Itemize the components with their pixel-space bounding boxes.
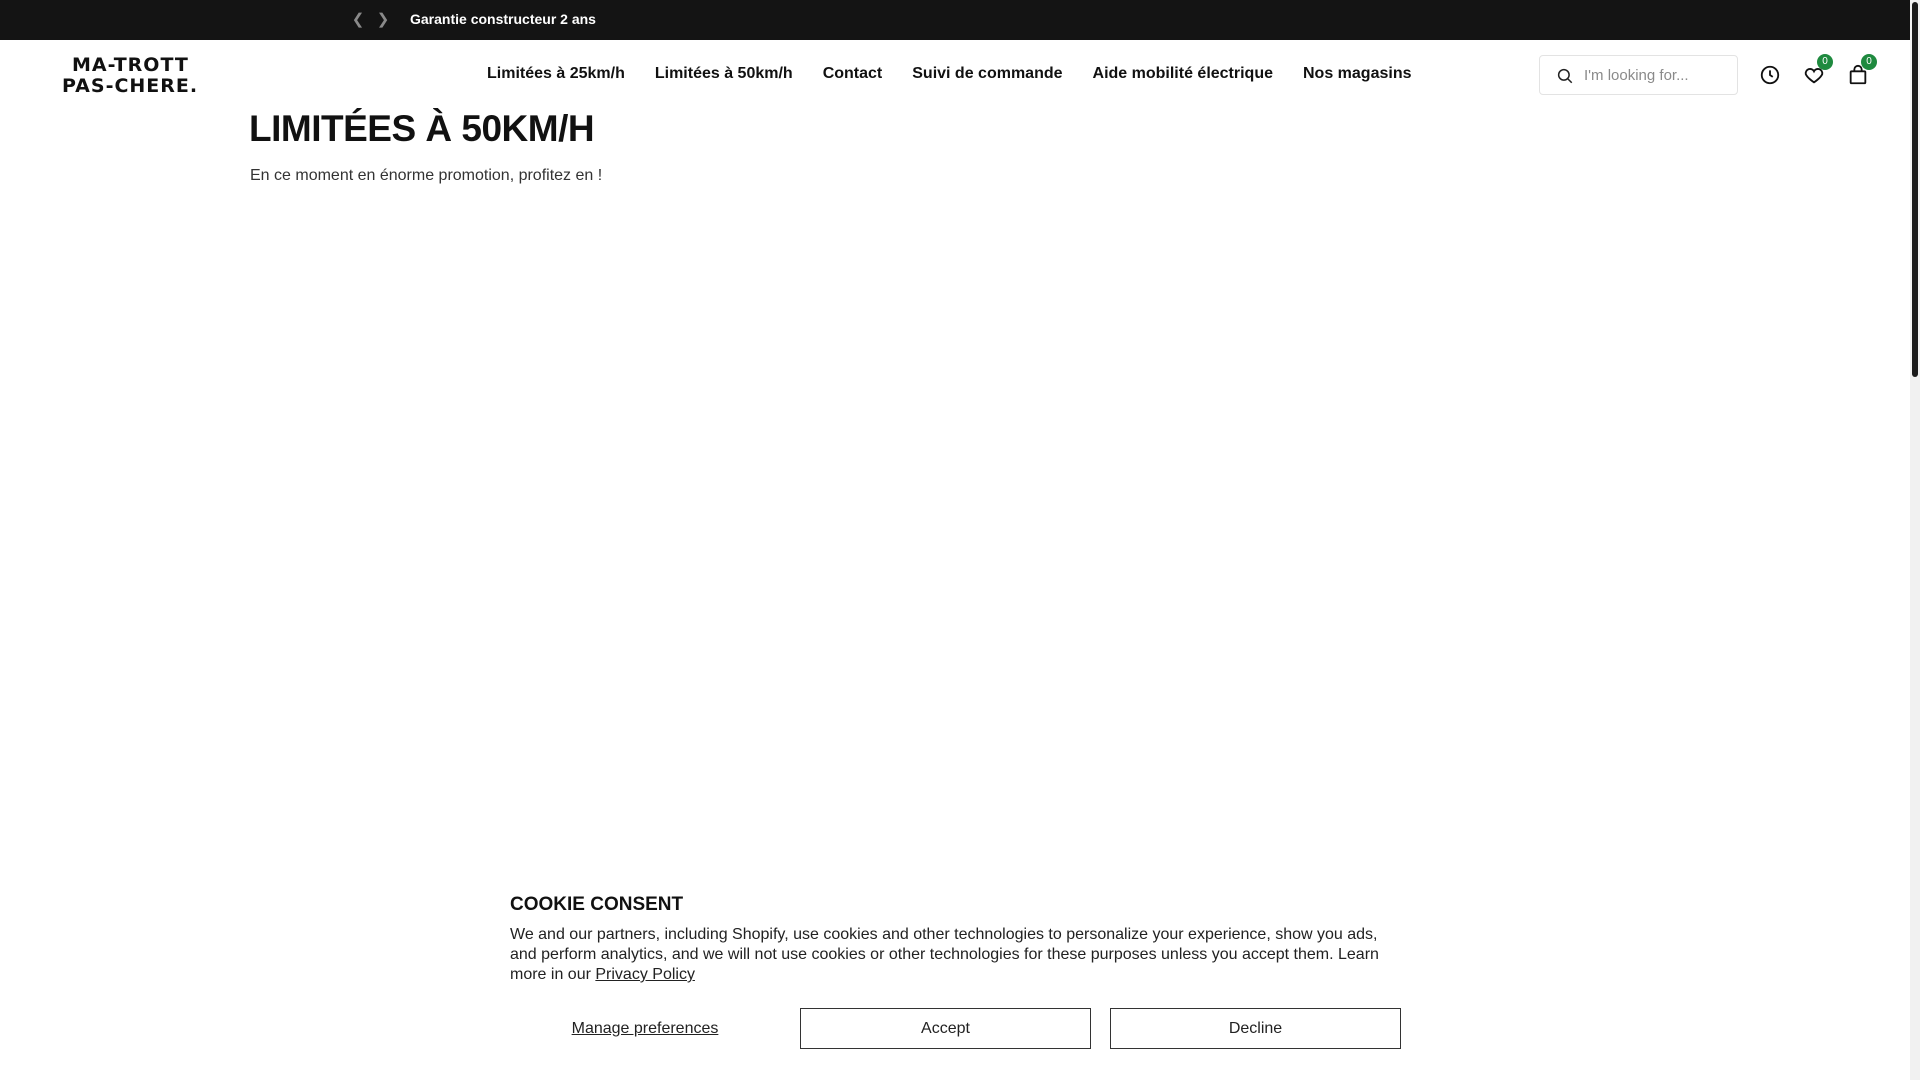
chevron-left-icon[interactable]: ❮ xyxy=(351,11,365,28)
announcement-bar xyxy=(0,0,1910,40)
page-subtitle: En ce moment en énorme promotion, profitez en ! xyxy=(250,167,603,184)
announcement-text: Garantie constructeur 2 ans xyxy=(410,11,596,27)
nav-item-50kmh[interactable]: Limitées à 50km/h xyxy=(654,65,793,82)
privacy-policy-link[interactable]: Privacy Policy xyxy=(595,966,695,983)
cart-button[interactable] xyxy=(1847,56,1872,86)
chevron-right-icon[interactable]: ❯ xyxy=(376,11,390,28)
nav-item-25kmh[interactable]: Limitées à 25km/h xyxy=(487,65,625,82)
nav-item-contact[interactable]: Contact xyxy=(822,65,883,82)
logo-line-1: MA-TROTT xyxy=(72,54,189,76)
wishlist-button[interactable] xyxy=(1803,56,1828,86)
cookie-body-text: We and our partners, including Shopify, use cookies and other technologies to personalize your experience, show you ads, and perform analytics, and we will not use cookies or other technologies for these purposes unless you accept them. Learn more in our xyxy=(510,926,1379,983)
wishlist-count-badge: 0 xyxy=(1817,54,1833,70)
main-nav xyxy=(487,65,1411,83)
scrollbar-thumb[interactable] xyxy=(1912,2,1918,377)
cookie-title: COOKIE CONSENT xyxy=(510,894,684,915)
cookie-body xyxy=(510,925,1390,985)
clock-icon xyxy=(1759,64,1781,86)
nav-item-mobility-help[interactable]: Aide mobilité électrique xyxy=(1092,65,1273,82)
page-title: LIMITÉES À 50KM/H xyxy=(249,108,595,149)
nav-item-order-tracking[interactable]: Suivi de commande xyxy=(912,65,1063,82)
cart-count-badge: 0 xyxy=(1861,54,1877,70)
search-input[interactable] xyxy=(1584,64,1724,86)
logo-line-2: PAS-CHERE. xyxy=(62,75,199,97)
site-header xyxy=(0,40,1910,112)
search-box[interactable] xyxy=(1539,55,1738,95)
recently-viewed-button[interactable] xyxy=(1759,64,1781,86)
cookie-consent-banner xyxy=(0,880,1910,1080)
nav-item-stores[interactable]: Nos magasins xyxy=(1303,65,1412,82)
manage-preferences-button[interactable]: Manage preferences xyxy=(510,1008,780,1049)
search-icon xyxy=(1556,67,1574,85)
accept-button[interactable]: Accept xyxy=(800,1008,1091,1049)
site-logo[interactable] xyxy=(62,54,252,96)
scrollbar[interactable] xyxy=(1910,0,1920,1080)
decline-button[interactable]: Decline xyxy=(1110,1008,1401,1049)
